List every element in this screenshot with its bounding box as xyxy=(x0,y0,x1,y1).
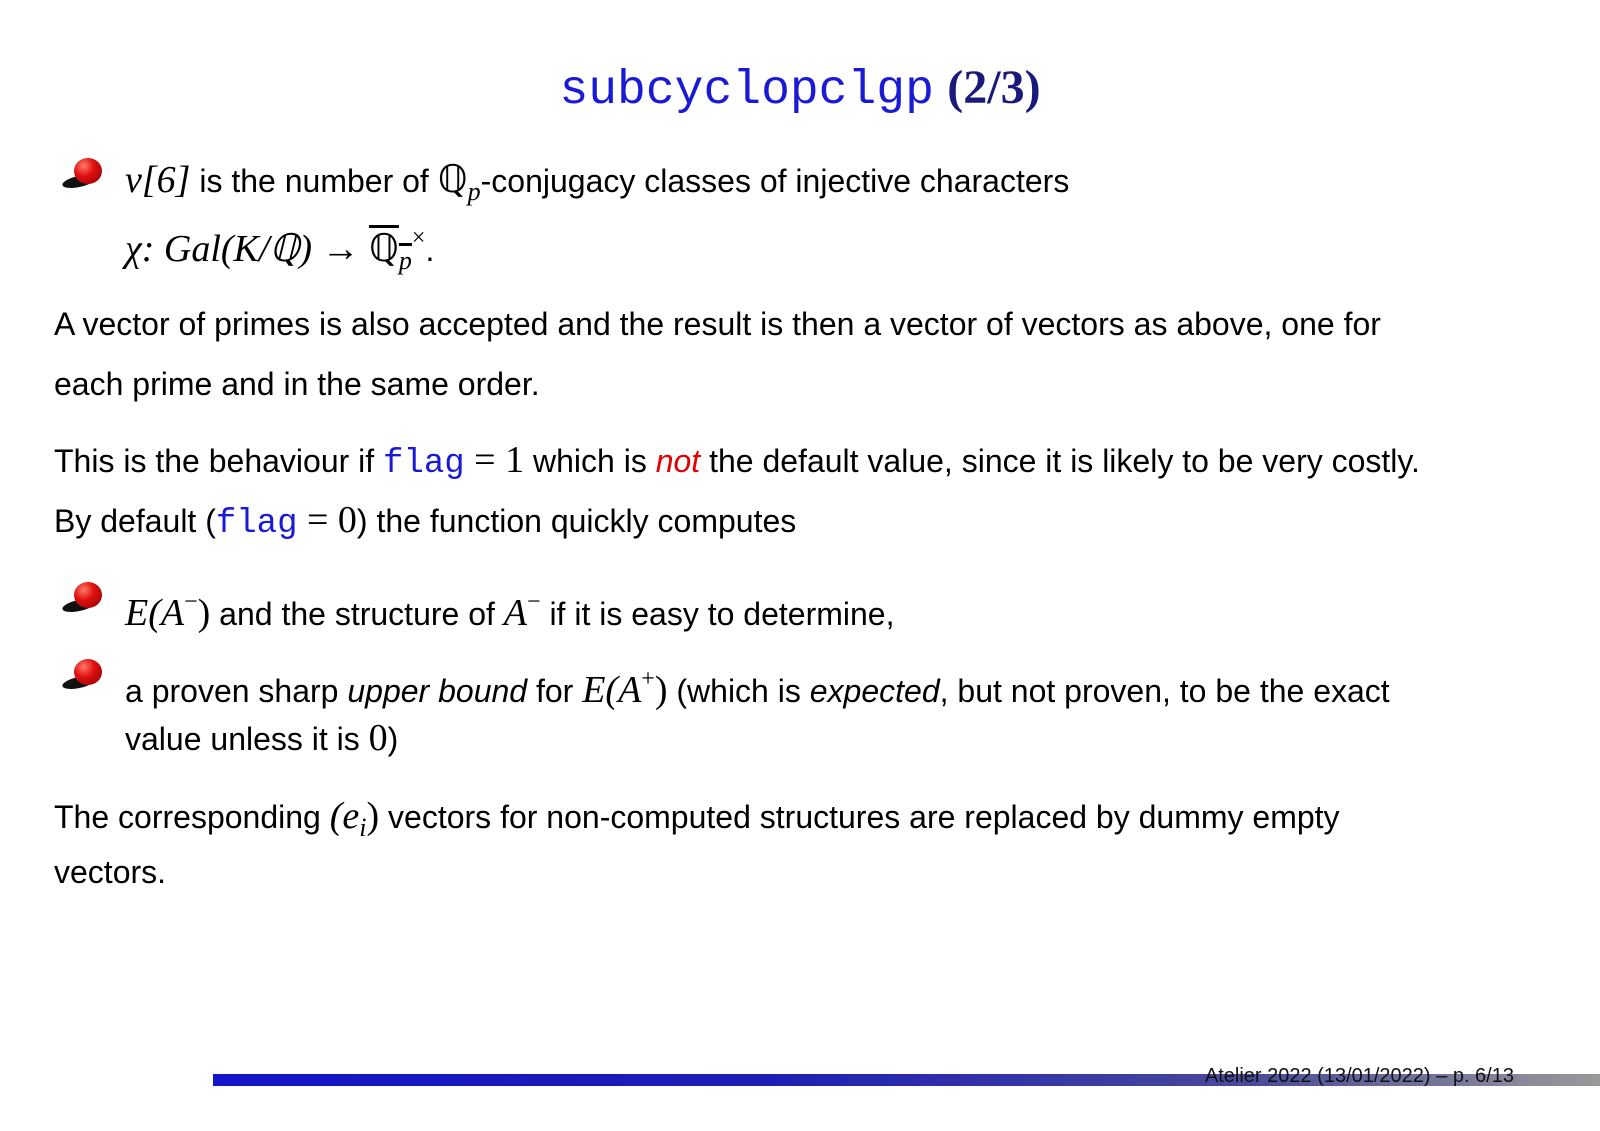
paragraph-3-line-2: vectors. xyxy=(54,854,167,890)
bullet-3-line-1: a proven sharp upper bound for E(A+) (which is expected, but not proven, to be the exact xyxy=(125,666,1390,711)
bullet-2: E(A−) and the structure of A− if it is easy to determine, xyxy=(125,589,895,634)
bullet-1-line-2: χ: Gal(K/ℚ) → ℚ$_p$×. xyxy=(125,225,435,275)
title-page-indicator: (2/3) xyxy=(947,61,1041,114)
math-qp: ℚ$_p$ xyxy=(437,159,481,206)
math-qp-closure: ℚ$_p$ xyxy=(369,228,412,275)
code-flag: flag xyxy=(215,505,298,543)
math-v6: v[6] xyxy=(125,159,191,201)
paragraph-2-line-1: This is the behaviour if flag = 1 which is not the default value, since it is likely to be very costly. xyxy=(54,439,1420,483)
paragraph-1-line-1: A vector of primes is also accepted and the result is then a vector of vectors as above, one for xyxy=(54,306,1381,342)
bullet-ball-icon xyxy=(60,657,106,691)
code-flag: flag xyxy=(383,445,465,483)
title-command: subcyclopclgp xyxy=(559,64,934,118)
paragraph-3-line-1: The corresponding $(e_i)$ vectors for non-computed structures are replaced by dummy empty xyxy=(54,795,1340,842)
emphasis-expected: expected xyxy=(809,673,940,709)
math-chi-gal: χ: Gal(K/ℚ) → xyxy=(125,228,369,270)
bullet-1-line-1: v[6] is the number of ℚ$_p$-conjugacy classes of injective characters xyxy=(125,159,1070,206)
slide-title xyxy=(0,58,1600,121)
footer-text: Atelier 2022 (13/01/2022) – p. 6/13 xyxy=(1204,1065,1514,1087)
bullet-3-line-2: value unless it is 0) xyxy=(125,717,399,759)
emphasis-not: not xyxy=(655,443,701,479)
bullet-ball-icon xyxy=(60,156,106,190)
paragraph-1-line-2: each prime and in the same order. xyxy=(54,366,540,402)
emphasis-upper-bound: upper bound xyxy=(347,673,528,709)
paragraph-2-line-2: By default (flag = 0) the function quickly computes xyxy=(54,499,797,543)
bullet-ball-icon xyxy=(60,580,106,614)
